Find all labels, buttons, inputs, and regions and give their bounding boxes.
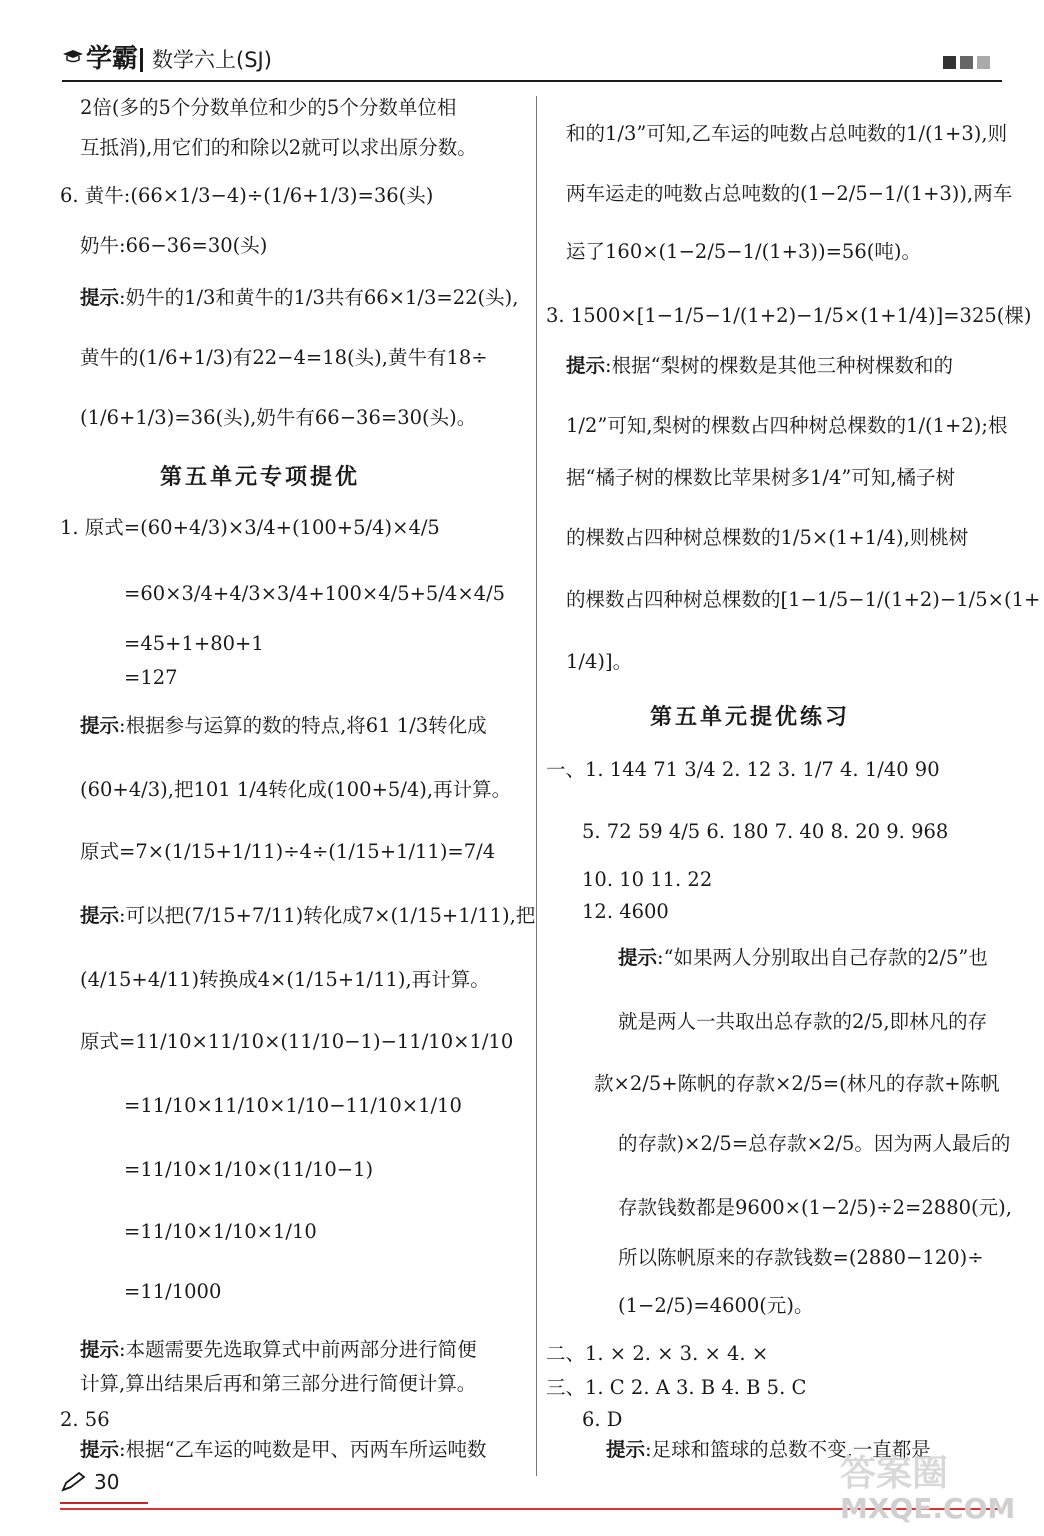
text-line: 的存款)×2/5=总存款×2/5。因为两人最后的 (618, 1132, 1011, 1155)
answer-line: 6. D (582, 1408, 623, 1431)
hint-label: 提示 (606, 1438, 646, 1461)
text-line: 互抵消),用它们的和除以2就可以求出原分数。 (80, 136, 477, 159)
answer-line: 三、1. C 2. A 3. B 4. B 5. C (546, 1376, 807, 1399)
pencil-icon (60, 1471, 88, 1493)
equation-line: =11/10×1/10×(11/10−1) (124, 1158, 374, 1181)
text-line: 存款钱数都是9600×(1−2/5)÷2=2880(元), (618, 1196, 1012, 1219)
watermark-logo: 答案圈 (840, 1453, 949, 1494)
equation-line: 原式=7×(1/15+1/11)÷4÷(1/15+1/11)=7/4 (80, 840, 496, 863)
page-number-underline (60, 1502, 148, 1504)
hint-line: 提示:可以把(7/15+7/11)转化成7×(1/15+1/11),把 (80, 904, 536, 927)
equation-line: 3. 1500×[1−1/5−1/(1+2)−1/5×(1+1/4)]=325(棵) (546, 304, 1032, 327)
text-line: 的棵数占四种树总棵数的[1−1/5−1/(1+2)−1/5×(1+ (566, 588, 1041, 611)
hint-line: 提示:本题需要先选取算式中前两部分进行简便 (80, 1338, 477, 1361)
column-divider (536, 96, 537, 1476)
text-line: 1/2”可知,梨树的棵数占四种树总棵数的1/(1+2);根 (566, 414, 1008, 437)
hint-line: 提示:“如果两人分别取出自己存款的2/5”也 (618, 946, 988, 969)
text-line: 6. 黄牛:(66×1/3−4)÷(1/6+1/3)=36(头) (60, 184, 434, 207)
answer-line: 二、1. × 2. × 3. × 4. × (546, 1342, 769, 1365)
text-line: 所以陈帆原来的存款钱数=(2880−120)÷ (618, 1246, 984, 1269)
hint-label: 提示 (618, 946, 658, 969)
equation-line: =11/1000 (124, 1280, 222, 1303)
text-line: 就是两人一共取出总存款的2/5,即林凡的存 (618, 1010, 988, 1033)
header-squares (939, 54, 990, 73)
equation-line: =127 (124, 666, 178, 689)
text-line: (1−2/5)=4600(元)。 (618, 1294, 814, 1317)
equation-line: 1. 原式=(60+4/3)×3/4+(100+5/4)×4/5 (60, 516, 440, 539)
text-line: 奶牛:66−36=30(头) (80, 234, 268, 257)
hint-label: 提示 (80, 286, 120, 309)
hint-line: 提示:根据“梨树的棵数是其他三种树棵数和的 (566, 354, 954, 377)
answer-line: 2. 56 (60, 1408, 110, 1431)
hint-label: 提示 (566, 354, 606, 377)
text-line: 运了160×(1−2/5−1/(1+3))=56(吨)。 (566, 240, 921, 263)
text-line: 2倍(多的5个分数单位和少的5个分数单位相 (80, 96, 457, 119)
page-header (62, 38, 1002, 82)
brand-logo-text: 学霸 (86, 44, 139, 74)
text-line: 两车运走的吨数占总吨数的(1−2/5−1/(1+3)),两车 (566, 182, 1013, 205)
hint-label: 提示 (80, 1438, 120, 1461)
equation-line: =11/10×11/10×1/10−11/10×1/10 (124, 1094, 462, 1117)
answer-line: 5. 72 59 4/5 6. 180 7. 40 8. 20 9. 968 (582, 820, 949, 843)
page-number: 30 (94, 1470, 120, 1494)
header-separator (140, 48, 143, 72)
equation-line: 原式=11/10×11/10×(11/10−1)−11/10×1/10 (80, 1030, 514, 1053)
text-line: 黄牛的(1/6+1/3)有22−4=18(头),黄牛有18÷ (80, 346, 488, 369)
text-line: 和的1/3”可知,乙车运的吨数占总吨数的1/(1+3),则 (566, 122, 1008, 145)
answer-line: 一、1. 144 71 3/4 2. 12 3. 1/7 4. 1/40 90 (546, 758, 940, 781)
text-line: (4/15+4/11)转换成4×(1/15+1/11),再计算。 (80, 968, 490, 991)
hint-label: 提示 (80, 714, 120, 737)
hint-line: 提示:根据“乙车运的吨数是甲、丙两车所运吨数 (80, 1438, 487, 1461)
watermark-url: MXQE.COM (840, 1492, 1016, 1525)
brand-logo (62, 38, 138, 75)
graduation-cap-icon (62, 49, 84, 63)
hint-line: 提示:奶牛的1/3和黄牛的1/3共有66×1/3=22(头), (80, 286, 519, 309)
page-footer (60, 1470, 119, 1494)
section-title: 第五单元提优练习 (650, 705, 851, 730)
hint-line: 提示:足球和篮球的总数不变,一直都是 (606, 1438, 931, 1461)
square-icon (977, 56, 990, 69)
square-icon (960, 56, 973, 69)
text-line: (60+4/3),把101 1/4转化成(100+5/4),再计算。 (80, 778, 512, 801)
equation-line: =60×3/4+4/3×3/4+100×4/5+5/4×4/5 (124, 582, 506, 605)
hint-label: 提示 (80, 1338, 120, 1361)
hint-label: 提示 (80, 904, 120, 927)
text-line: 的棵数占四种树总棵数的1/5×(1+1/4),则桃树 (566, 526, 969, 549)
hint-line: 提示:根据参与运算的数的特点,将61 1/3转化成 (80, 714, 487, 737)
text-line: 计算,算出结果后再和第三部分进行简便计算。 (80, 1372, 477, 1395)
header-rule (62, 80, 1002, 82)
text-line: 款×2/5+陈帆的存款×2/5=(林凡的存款+陈帆 (594, 1072, 1000, 1095)
text-line: 据“橘子树的棵数比苹果树多1/4”可知,橘子树 (566, 466, 956, 489)
text-line: 1/4)]。 (566, 650, 633, 673)
text-line: (1/6+1/3)=36(头),奶牛有66−36=30(头)。 (80, 406, 477, 429)
equation-line: =45+1+80+1 (124, 632, 264, 655)
answer-line: 12. 4600 (582, 900, 669, 923)
answer-line: 10. 10 11. 22 (582, 868, 713, 891)
square-icon (943, 56, 956, 69)
equation-line: =11/10×1/10×1/10 (124, 1220, 317, 1243)
section-title: 第五单元专项提优 (160, 465, 361, 490)
book-subtitle: 数学六上(SJ) (152, 48, 272, 72)
